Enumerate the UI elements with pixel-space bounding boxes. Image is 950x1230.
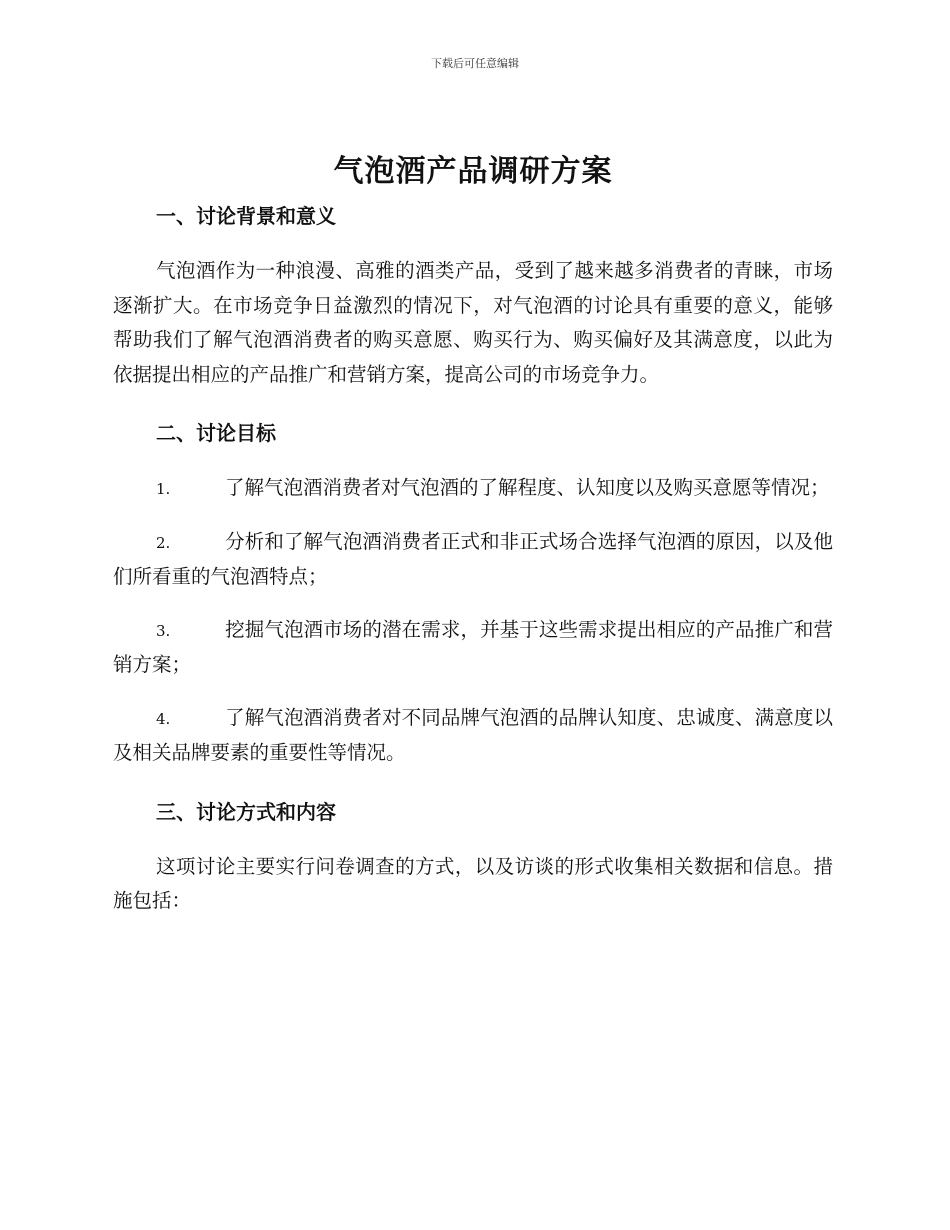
section-heading-background: 一、讨论背景和意义 [156,204,336,228]
goal-list-item [113,471,833,507]
list-number: 2. [156,533,171,552]
goal-list-item [113,525,833,595]
list-text: 了解气泡酒消费者对气泡酒的了解程度、认知度以及购买意愿等情况； [225,476,830,499]
list-number: 1. [156,480,171,498]
list-text: 挖掘气泡酒市场的潜在需求，并基于这些需求提出相应的产品推广和营销方案； [113,617,833,676]
list-text: 分析和了解气泡酒消费者正式和非正式场合选择气泡酒的原因，以及他们所看重的气泡酒特点； [113,529,833,588]
goal-list-item [113,701,833,771]
page-header-note: 下载后可任意编辑 [431,57,519,70]
list-number: 3. [156,621,171,640]
goal-list-item [113,613,833,683]
document-body [113,148,833,919]
list-number: 4. [156,709,171,728]
methods-paragraph: 这项讨论主要实行问卷调查的方式，以及访谈的形式收集相关数据和信息。措施包括： [113,854,833,912]
list-text: 了解气泡酒消费者对不同品牌气泡酒的品牌认知度、忠诚度、满意度以及相关品牌要素的重要性等情况。 [113,705,833,764]
section-heading-goals: 二、讨论目标 [156,421,276,445]
section-heading-methods: 三、讨论方式和内容 [156,799,336,824]
background-paragraph: 气泡酒作为一种浪漫、高雅的酒类产品，受到了越来越多消费者的青睐，市场逐渐扩大。在市场竞争日益激烈的情况下，对气泡酒的讨论具有重要的意义，能够帮助我们了解气泡酒消费者的购买意愿、购买行为、购买偏好及其满意度，以此为依据提出相应的产品推广和营销方案，提高公司的市场竞争力。 [113,259,833,386]
document-title: 气泡酒产品调研方案 [333,154,613,189]
